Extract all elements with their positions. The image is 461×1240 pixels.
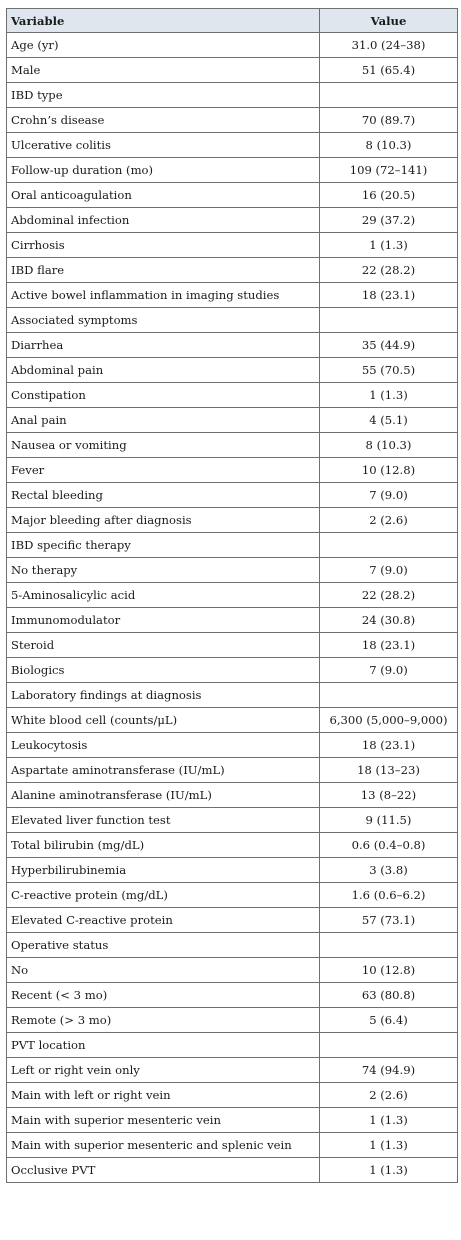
value-cell: 31.0 (24–38) [320,33,458,58]
table-row [7,383,458,408]
header-value: Value [320,9,458,33]
table-row [7,658,458,683]
variable-cell: White blood cell (counts/μL) [7,708,320,733]
table-row [7,1158,458,1183]
value-cell: 7 (9.0) [320,658,458,683]
table-row [7,1083,458,1108]
value-cell: 10 (12.8) [320,458,458,483]
table-row [7,733,458,758]
table-row [7,408,458,433]
value-cell: 29 (37.2) [320,208,458,233]
value-cell: 13 (8–22) [320,783,458,808]
table-row [7,1133,458,1158]
value-cell: 18 (23.1) [320,283,458,308]
value-cell: 0.6 (0.4–0.8) [320,833,458,858]
variable-cell: Hyperbilirubinemia [7,858,320,883]
table-row [7,208,458,233]
variable-cell: Elevated liver function test [7,808,320,833]
variable-cell: IBD specific therapy [7,533,320,558]
value-cell: 22 (28.2) [320,583,458,608]
table-row [7,283,458,308]
variable-cell: Follow-up duration (mo) [7,158,320,183]
value-cell: 8 (10.3) [320,433,458,458]
table-row [7,908,458,933]
variable-cell: Abdominal infection [7,208,320,233]
table-body [7,33,458,1183]
value-cell: 5 (6.4) [320,1008,458,1033]
table-row [7,808,458,833]
variable-cell: Recent (< 3 mo) [7,983,320,1008]
value-cell: 10 (12.8) [320,958,458,983]
table-row [7,633,458,658]
table-row [7,233,458,258]
value-cell: 1 (1.3) [320,383,458,408]
variable-cell: Fever [7,458,320,483]
table-row [7,983,458,1008]
variable-cell: Total bilirubin (mg/dL) [7,833,320,858]
table-row [7,833,458,858]
value-cell [320,83,458,108]
value-cell: 16 (20.5) [320,183,458,208]
variable-cell: Main with left or right vein [7,1083,320,1108]
table-row [7,708,458,733]
header-variable: Variable [7,9,320,33]
variable-cell: Ulcerative colitis [7,133,320,158]
table-row [7,258,458,283]
value-cell: 18 (23.1) [320,633,458,658]
value-cell: 74 (94.9) [320,1058,458,1083]
table-row [7,858,458,883]
table-row [7,1058,458,1083]
table-row [7,433,458,458]
table-row [7,608,458,633]
variable-cell: Leukocytosis [7,733,320,758]
value-cell: 7 (9.0) [320,558,458,583]
value-cell: 109 (72–141) [320,158,458,183]
value-cell: 57 (73.1) [320,908,458,933]
value-cell: 35 (44.9) [320,333,458,358]
variable-cell: Biologics [7,658,320,683]
value-cell: 1 (1.3) [320,233,458,258]
value-cell [320,308,458,333]
variable-cell: Associated symptoms [7,308,320,333]
table-row [7,158,458,183]
value-cell [320,933,458,958]
variable-cell: Abdominal pain [7,358,320,383]
table-row [7,1108,458,1133]
variable-cell: No [7,958,320,983]
value-cell: 2 (2.6) [320,508,458,533]
table-row [7,133,458,158]
table-row [7,308,458,333]
variable-cell: Male [7,58,320,83]
table-row [7,58,458,83]
variable-cell: Main with superior mesenteric and splenic vein [7,1133,320,1158]
variable-cell: No therapy [7,558,320,583]
variable-cell: C-reactive protein (mg/dL) [7,883,320,908]
value-cell: 70 (89.7) [320,108,458,133]
variable-cell: IBD flare [7,258,320,283]
table-row [7,758,458,783]
value-cell: 51 (65.4) [320,58,458,83]
variable-cell: Occlusive PVT [7,1158,320,1183]
value-cell: 4 (5.1) [320,408,458,433]
variable-cell: Left or right vein only [7,1058,320,1083]
variable-cell: IBD type [7,83,320,108]
variable-cell: Constipation [7,383,320,408]
value-cell: 55 (70.5) [320,358,458,383]
header-row [7,9,458,33]
variable-cell: Diarrhea [7,333,320,358]
value-cell [320,683,458,708]
variable-cell: Major bleeding after diagnosis [7,508,320,533]
table-row [7,483,458,508]
table-row [7,1033,458,1058]
table-header [7,9,458,33]
variable-cell: Laboratory findings at diagnosis [7,683,320,708]
value-cell: 7 (9.0) [320,483,458,508]
value-cell: 18 (13–23) [320,758,458,783]
value-cell: 1 (1.3) [320,1108,458,1133]
table-row [7,533,458,558]
table-row [7,183,458,208]
value-cell: 1.6 (0.6–6.2) [320,883,458,908]
value-cell: 3 (3.8) [320,858,458,883]
value-cell: 6,300 (5,000–9,000) [320,708,458,733]
value-cell: 24 (30.8) [320,608,458,633]
value-cell: 22 (28.2) [320,258,458,283]
variable-cell: Anal pain [7,408,320,433]
variable-cell: Active bowel inflammation in imaging studies [7,283,320,308]
variable-cell: Oral anticoagulation [7,183,320,208]
table-row [7,883,458,908]
value-cell: 2 (2.6) [320,1083,458,1108]
value-cell: 63 (80.8) [320,983,458,1008]
value-cell: 8 (10.3) [320,133,458,158]
variable-cell: Remote (> 3 mo) [7,1008,320,1033]
variable-cell: Main with superior mesenteric vein [7,1108,320,1133]
variable-cell: Operative status [7,933,320,958]
table-row [7,333,458,358]
table-row [7,358,458,383]
value-cell: 1 (1.3) [320,1158,458,1183]
table-row [7,583,458,608]
value-cell [320,533,458,558]
table-row [7,933,458,958]
value-cell: 9 (11.5) [320,808,458,833]
variable-cell: Steroid [7,633,320,658]
variable-cell: Cirrhosis [7,233,320,258]
table-row [7,558,458,583]
variable-cell: Alanine aminotransferase (IU/mL) [7,783,320,808]
table-row [7,508,458,533]
variable-cell: 5-Aminosalicylic acid [7,583,320,608]
variable-cell: Nausea or vomiting [7,433,320,458]
table-row [7,458,458,483]
table-row [7,783,458,808]
table-row [7,1008,458,1033]
table-row [7,33,458,58]
characteristics-table [6,8,458,1183]
variable-cell: Aspartate aminotransferase (IU/mL) [7,758,320,783]
variable-cell: Elevated C-reactive protein [7,908,320,933]
table-row [7,83,458,108]
variable-cell: Rectal bleeding [7,483,320,508]
table-row [7,958,458,983]
variable-cell: PVT location [7,1033,320,1058]
table-row [7,683,458,708]
table-row [7,108,458,133]
value-cell: 18 (23.1) [320,733,458,758]
variable-cell: Crohn’s disease [7,108,320,133]
value-cell [320,1033,458,1058]
variable-cell: Immunomodulator [7,608,320,633]
value-cell: 1 (1.3) [320,1133,458,1158]
variable-cell: Age (yr) [7,33,320,58]
